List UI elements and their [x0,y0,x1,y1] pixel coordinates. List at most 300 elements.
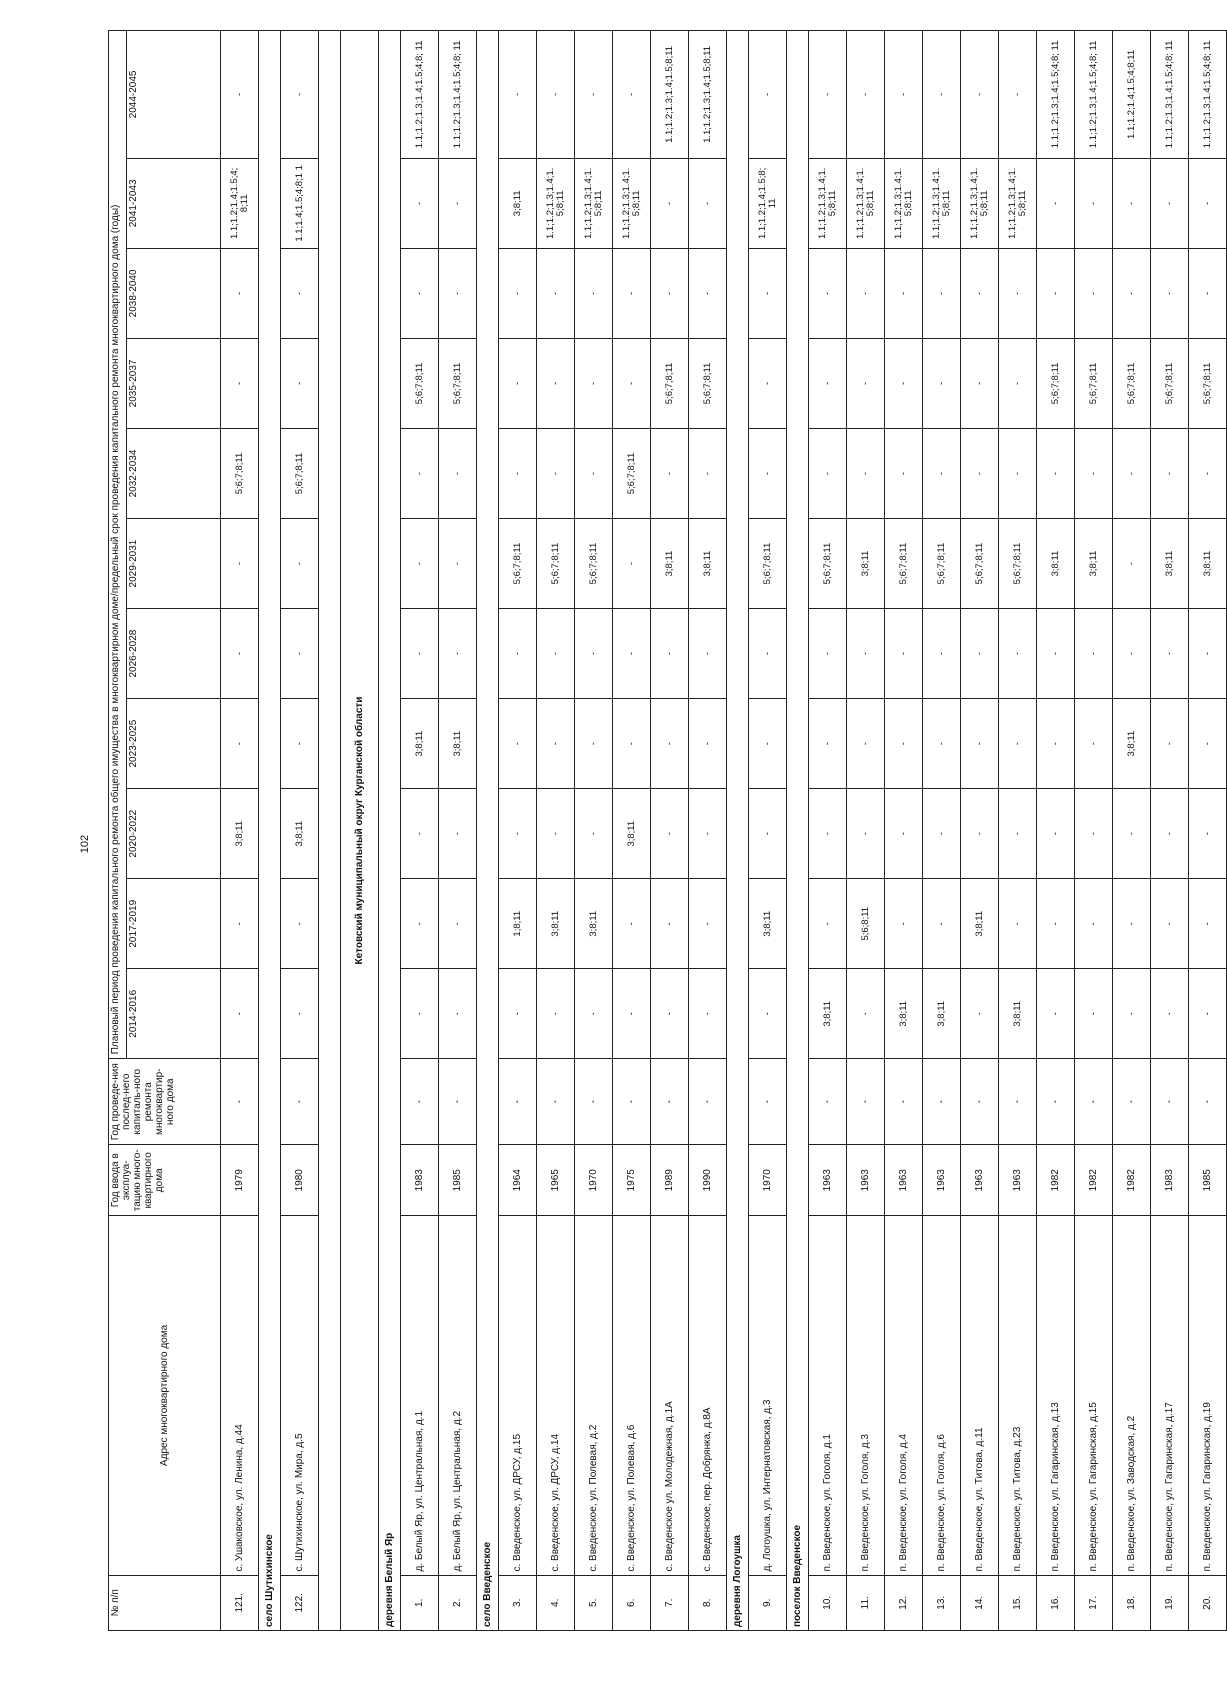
period-cell: - [1151,879,1189,969]
period-cell: 1;8;11 [499,879,537,969]
house-address: с. Шутихинское, ул. Мира, д.5 [281,1216,319,1575]
header-num: № п/п [109,1575,221,1630]
year-commission: 1970 [575,1145,613,1216]
period-cell: - [847,699,885,789]
period-cell: - [1189,789,1227,879]
period-cell: 3;8;11 [499,158,537,248]
house-address: п. Введенское, ул. Титова, д.11 [961,1216,999,1575]
header-year-last-repair: Год проведе-ния послед-него капиталь-ного ремонта многоквартир-ного дома [109,1059,221,1145]
year-commission: 1964 [499,1145,537,1216]
period-cell: 1.1;1.2;1.3;1.4;1.5;8;11 [651,31,689,159]
row-number: 2. [439,1575,477,1630]
table-row [575,31,613,1631]
period-cell: - [575,338,613,428]
period-cell: - [689,158,727,248]
year-commission: 1982 [1113,1145,1151,1216]
table-row [749,31,787,1631]
period-cell: - [1113,158,1151,248]
header-period: 2029-2031 [127,519,221,609]
period-cell: - [401,879,439,969]
locality-heading: поселок Введенское [787,31,809,1631]
table-row [281,31,319,1631]
period-cell: - [281,609,319,699]
period-cell: 5;6;7;8;11 [1075,338,1113,428]
period-cell: - [221,969,259,1059]
year-last-repair: - [999,1059,1037,1145]
year-last-repair: - [689,1059,727,1145]
period-cell: - [1037,969,1075,1059]
row-number: 20. [1189,1575,1227,1630]
municipality-heading: Кетовский муниципальный округ Курганской области [341,31,379,1631]
period-cell: - [961,969,999,1059]
period-cell: - [923,31,961,159]
period-cell: 5;6;7;8;11 [281,428,319,518]
period-cell: - [575,248,613,338]
year-commission: 1970 [749,1145,787,1216]
period-cell: - [221,338,259,428]
year-commission: 1965 [537,1145,575,1216]
period-cell: 5;6;7;8;11 [499,519,537,609]
period-cell: - [809,338,847,428]
period-cell: - [575,428,613,518]
period-cell: - [885,609,923,699]
year-commission: 1963 [809,1145,847,1216]
period-cell: - [537,31,575,159]
period-cell: - [1189,609,1227,699]
house-address: п. Введенское, ул. Гагаринская, д.13 [1037,1216,1075,1575]
period-cell: 1.1;1.2;1.3;1.4;1. 5;8;11 [999,158,1037,248]
period-cell: - [1189,158,1227,248]
period-cell: 1.1;1.2;1.4;1.5;4;8;11 [1113,31,1151,159]
period-cell: - [1151,428,1189,518]
row-number: 15. [999,1575,1037,1630]
period-cell: - [575,699,613,789]
period-cell: - [575,609,613,699]
house-address: с. Введенское, ул. ДРСУ, д.14 [537,1216,575,1575]
row-number: 11. [847,1575,885,1630]
period-cell: - [439,248,477,338]
period-cell: - [961,789,999,879]
page-number: 102 [79,834,91,854]
period-cell: - [221,519,259,609]
year-commission: 1963 [923,1145,961,1216]
period-cell: 5;6;7;8;11 [689,338,727,428]
period-cell: - [847,31,885,159]
period-cell: - [281,699,319,789]
period-cell: 3;8;11 [401,699,439,789]
year-last-repair: - [613,1059,651,1145]
period-cell: 1.1;1.2;1.3;1.4;1.5;4;8; 11 [1075,31,1113,159]
year-last-repair: - [847,1059,885,1145]
period-cell: 5;6;7;8;11 [401,338,439,428]
year-commission: 1963 [999,1145,1037,1216]
period-cell: - [281,519,319,609]
period-cell: 1.1;1.2;1.3;1.4;1. 5;8;11 [613,158,651,248]
period-cell: - [613,338,651,428]
year-last-repair: - [1113,1059,1151,1145]
year-commission: 1982 [1075,1145,1113,1216]
period-cell: - [651,969,689,1059]
period-cell: - [537,609,575,699]
period-cell: 5;6;7;8;11 [885,519,923,609]
period-cell: - [689,789,727,879]
period-cell: 3;8;11 [651,519,689,609]
period-cell: - [1189,969,1227,1059]
locality-heading: село Введенское [477,31,499,1631]
period-cell: - [651,789,689,879]
year-last-repair: - [961,1059,999,1145]
period-cell: 3;8;11 [923,969,961,1059]
period-cell: 1.1;1.2;1.3;1.4;1.5;8;11 [689,31,727,159]
locality-heading: деревня Логоушка [727,31,749,1631]
house-address: д. Белый Яр, ул. Центральная, д.2 [439,1216,477,1575]
period-cell: 1.1;1.2;1.3;1.4;1.5;4;8; 11 [401,31,439,159]
year-last-repair: - [1037,1059,1075,1145]
table-row [613,31,651,1631]
year-last-repair: - [885,1059,923,1145]
period-cell: 5;6;7;8;11 [809,519,847,609]
period-cell: 5;6;7;8;11 [923,519,961,609]
period-cell: - [1151,969,1189,1059]
year-last-repair: - [575,1059,613,1145]
row-number: 19. [1151,1575,1189,1630]
period-cell: - [499,609,537,699]
period-cell: - [1189,248,1227,338]
period-cell: - [847,969,885,1059]
period-cell: - [401,969,439,1059]
header-period: 2041-2043 [127,158,221,248]
house-address: п. Введенское, ул. Титова, д.23 [999,1216,1037,1575]
period-cell: - [689,699,727,789]
header-planned-period: Плановый период проведения капитального ремонта общего имущества в многоквартирном доме/предельный срок проведения капитального ремонта многоквартирного дома (годы) [109,31,127,1059]
period-cell: - [885,879,923,969]
year-commission: 1989 [651,1145,689,1216]
period-cell: - [809,31,847,159]
period-cell: - [575,969,613,1059]
period-cell: - [401,789,439,879]
period-cell: - [1037,248,1075,338]
period-cell: - [499,969,537,1059]
year-commission: 1990 [689,1145,727,1216]
period-cell: - [281,879,319,969]
period-cell: 3;8;11 [749,879,787,969]
period-cell: - [537,969,575,1059]
row-number: 1. [401,1575,439,1630]
period-cell: 1.1;1.2;1.3;1.4;1. 5;8;11 [575,158,613,248]
period-cell: - [613,248,651,338]
period-cell: - [1151,158,1189,248]
period-cell: - [999,428,1037,518]
period-cell: - [885,338,923,428]
row-number: 121. [221,1575,259,1630]
header-period: 2014-2016 [127,969,221,1059]
period-cell: 5;6;7;8;11 [961,519,999,609]
year-commission: 1982 [1037,1145,1075,1216]
period-cell: 3;8;11 [1151,519,1189,609]
row-number: 17. [1075,1575,1113,1630]
year-last-repair: - [499,1059,537,1145]
period-cell: - [499,338,537,428]
period-cell: - [923,789,961,879]
period-cell: - [809,428,847,518]
period-cell: 3;8;11 [689,519,727,609]
row-number: 122. [281,1575,319,1630]
period-cell: - [651,428,689,518]
period-cell: - [1113,519,1151,609]
house-address: с. Введенское, пер. Добрянка, д.8А [689,1216,727,1575]
period-cell: - [1151,248,1189,338]
year-commission: 1985 [1189,1145,1227,1216]
house-address: п. Введенское, ул. Гоголя, д.3 [847,1216,885,1575]
period-cell: - [961,248,999,338]
row-number: 12. [885,1575,923,1630]
row-number: 4. [537,1575,575,1630]
period-cell: - [537,699,575,789]
period-cell: - [1113,428,1151,518]
period-cell: - [1151,789,1189,879]
period-cell: - [439,789,477,879]
header-period: 2032-2034 [127,428,221,518]
year-last-repair: - [749,1059,787,1145]
period-cell: - [613,969,651,1059]
house-address: с. Введенское, ул. ДРСУ, д.15 [499,1216,537,1575]
header-period: 2035-2037 [127,338,221,428]
period-cell: - [749,609,787,699]
period-cell: - [689,248,727,338]
period-cell: - [651,879,689,969]
period-cell: - [281,31,319,159]
period-cell: - [923,248,961,338]
period-cell: - [809,789,847,879]
period-cell: - [439,879,477,969]
period-cell: - [1075,969,1113,1059]
period-cell: - [221,699,259,789]
table-row [221,31,259,1631]
house-address: д. Белый Яр, ул. Центральная, д.1 [401,1216,439,1575]
period-cell: 3;8;11 [885,969,923,1059]
period-cell: - [281,338,319,428]
rotated-sheet [108,30,1213,1631]
period-cell: 1.1;1.4;1.5;4;8;1 1 [281,158,319,248]
table-row [847,31,885,1631]
table-row [809,31,847,1631]
period-cell: - [749,969,787,1059]
period-cell: - [1075,428,1113,518]
header-year-commission: Год ввода в эксплуа-тацию много-квартирного дома [109,1145,221,1216]
period-cell: - [1151,609,1189,699]
period-cell: - [923,699,961,789]
period-cell: - [499,31,537,159]
period-cell: 5;6;7;8;11 [221,428,259,518]
period-cell: 3;8;11 [439,699,477,789]
period-cell: - [749,789,787,879]
period-cell: - [923,428,961,518]
period-cell: - [537,338,575,428]
period-cell: - [537,428,575,518]
period-cell: - [221,31,259,159]
period-cell: 1.1;1.2;1.3;1.4;1.5;4;8; 11 [1037,31,1075,159]
period-cell: 1.1;1.2;1.3;1.4;1.5;4;8; 11 [439,31,477,159]
period-cell: - [809,699,847,789]
period-cell: - [499,248,537,338]
period-cell: - [689,609,727,699]
period-cell: - [1075,248,1113,338]
year-last-repair: - [1075,1059,1113,1145]
year-commission: 1980 [281,1145,319,1216]
period-cell: - [847,248,885,338]
period-cell: - [999,609,1037,699]
period-cell: - [749,248,787,338]
period-cell: - [1037,609,1075,699]
year-last-repair: - [1151,1059,1189,1145]
period-cell: 1.1;1.2;1.4;1.5;4; 8;11 [221,158,259,248]
row-number: 3. [499,1575,537,1630]
year-last-repair: - [809,1059,847,1145]
period-cell: 3;8;11 [1189,519,1227,609]
period-cell: 3;8;11 [961,879,999,969]
period-cell: 1.1;1.2;1.4;1.5;8; 11 [749,158,787,248]
table-row [651,31,689,1631]
period-cell: - [401,519,439,609]
period-cell: - [689,428,727,518]
period-cell: - [999,31,1037,159]
period-cell: 1.1;1.2;1.3;1.4;1. 5;8;11 [923,158,961,248]
period-cell: - [749,699,787,789]
period-cell: - [809,248,847,338]
period-cell: - [847,789,885,879]
period-cell: - [999,789,1037,879]
rotated-content [108,30,1213,1631]
period-cell: - [221,609,259,699]
period-cell: 5;6;7;8;11 [1189,338,1227,428]
period-cell: - [1113,789,1151,879]
period-cell: - [749,31,787,159]
period-cell: 1.1;1.2;1.3;1.4;1. 5;8;11 [961,158,999,248]
house-address: п. Введенское, ул. Гоголя, д.4 [885,1216,923,1575]
period-cell: - [401,428,439,518]
year-commission: 1979 [221,1145,259,1216]
header-period: 2020-2022 [127,789,221,879]
house-address: п. Введенское, ул. Гагаринская, д.17 [1151,1216,1189,1575]
period-cell: 1.1;1.2;1.3;1.4;1. 5;8;11 [537,158,575,248]
period-cell: - [613,609,651,699]
period-cell: - [1189,699,1227,789]
period-cell: - [885,699,923,789]
period-cell: 1.1;1.2;1.3;1.4;1. 5;8;11 [809,158,847,248]
period-cell: - [923,338,961,428]
period-cell: - [439,519,477,609]
period-cell: 3;8;11 [847,519,885,609]
period-cell: - [537,248,575,338]
table-row [401,31,439,1631]
row-number: 7. [651,1575,689,1630]
period-cell: 5;6;7;8;11 [537,519,575,609]
period-cell: - [1151,699,1189,789]
period-cell: - [575,789,613,879]
header-period: 2023-2025 [127,699,221,789]
period-cell: - [961,31,999,159]
table-row [1151,31,1189,1631]
period-cell: - [1075,789,1113,879]
period-cell: - [749,338,787,428]
period-cell: 5;6;7;8;11 [439,338,477,428]
period-cell: 3;8;11 [575,879,613,969]
period-cell: - [1113,969,1151,1059]
period-cell: 3;8;11 [1113,699,1151,789]
house-address: п. Введенское, ул. Заводская, д.2 [1113,1216,1151,1575]
period-cell: 5;6;7;8;11 [651,338,689,428]
year-last-repair: - [221,1059,259,1145]
period-cell: 3;8;11 [809,969,847,1059]
period-cell: 5;6;7;8;11 [575,519,613,609]
table-row [1075,31,1113,1631]
period-cell: - [1075,699,1113,789]
locality-heading: деревня Белый Яр [379,31,401,1631]
period-cell: - [999,699,1037,789]
period-cell: - [651,158,689,248]
year-last-repair: - [439,1059,477,1145]
row-number: 10. [809,1575,847,1630]
house-address: с. Введенское ул. Молодежная, д.1А [651,1216,689,1575]
header-period: 2038-2040 [127,248,221,338]
table-row [439,31,477,1631]
table-row [885,31,923,1631]
period-cell: - [749,428,787,518]
period-cell: - [613,879,651,969]
row-number: 14. [961,1575,999,1630]
period-cell: - [923,609,961,699]
header-period: 2017-2019 [127,879,221,969]
house-address: п. Введенское, ул. Гагаринская, д.15 [1075,1216,1113,1575]
period-cell: 5;6;7;8;11 [749,519,787,609]
period-cell: - [1189,428,1227,518]
period-cell: 3;8;11 [999,969,1037,1059]
table-row [689,31,727,1631]
period-cell: - [885,789,923,879]
house-address: с. Введенское, ул. Полевая, д.6 [613,1216,651,1575]
period-cell: - [885,428,923,518]
period-cell: 5;6;7;8;11 [1037,338,1075,428]
house-address: с. Ушаковское, ул. Ленина, д.44 [221,1216,259,1575]
period-cell: 1.1;1.2;1.3;1.4;1. 5;8;11 [885,158,923,248]
period-cell: 1.1;1.2;1.3;1.4;1.5;4;8; 11 [1151,31,1189,159]
period-cell: - [885,248,923,338]
table-row [923,31,961,1631]
year-last-repair: - [281,1059,319,1145]
table-row [1113,31,1151,1631]
period-cell: - [221,248,259,338]
year-commission: 1963 [847,1145,885,1216]
table-row [999,31,1037,1631]
period-cell: 5;6;7;8;11 [1151,338,1189,428]
house-address: п. Введенское, ул. Гоголя, д.6 [923,1216,961,1575]
row-number: 18. [1113,1575,1151,1630]
period-cell: - [1113,248,1151,338]
header-address: Адрес многоквартирного дома [109,1216,221,1575]
period-cell: - [439,428,477,518]
period-cell: - [537,789,575,879]
period-cell: - [1037,158,1075,248]
year-last-repair: - [401,1059,439,1145]
period-cell: - [1189,879,1227,969]
year-last-repair: - [651,1059,689,1145]
period-cell: - [499,789,537,879]
period-cell: 5;6;8;11 [847,879,885,969]
period-cell: - [1075,879,1113,969]
period-cell: 1.1;1.2;1.3;1.4;1.5;4;8; 11 [1189,31,1227,159]
house-address: с. Введенское, ул. Полевая, д.2 [575,1216,613,1575]
period-cell: 3;8;11 [613,789,651,879]
